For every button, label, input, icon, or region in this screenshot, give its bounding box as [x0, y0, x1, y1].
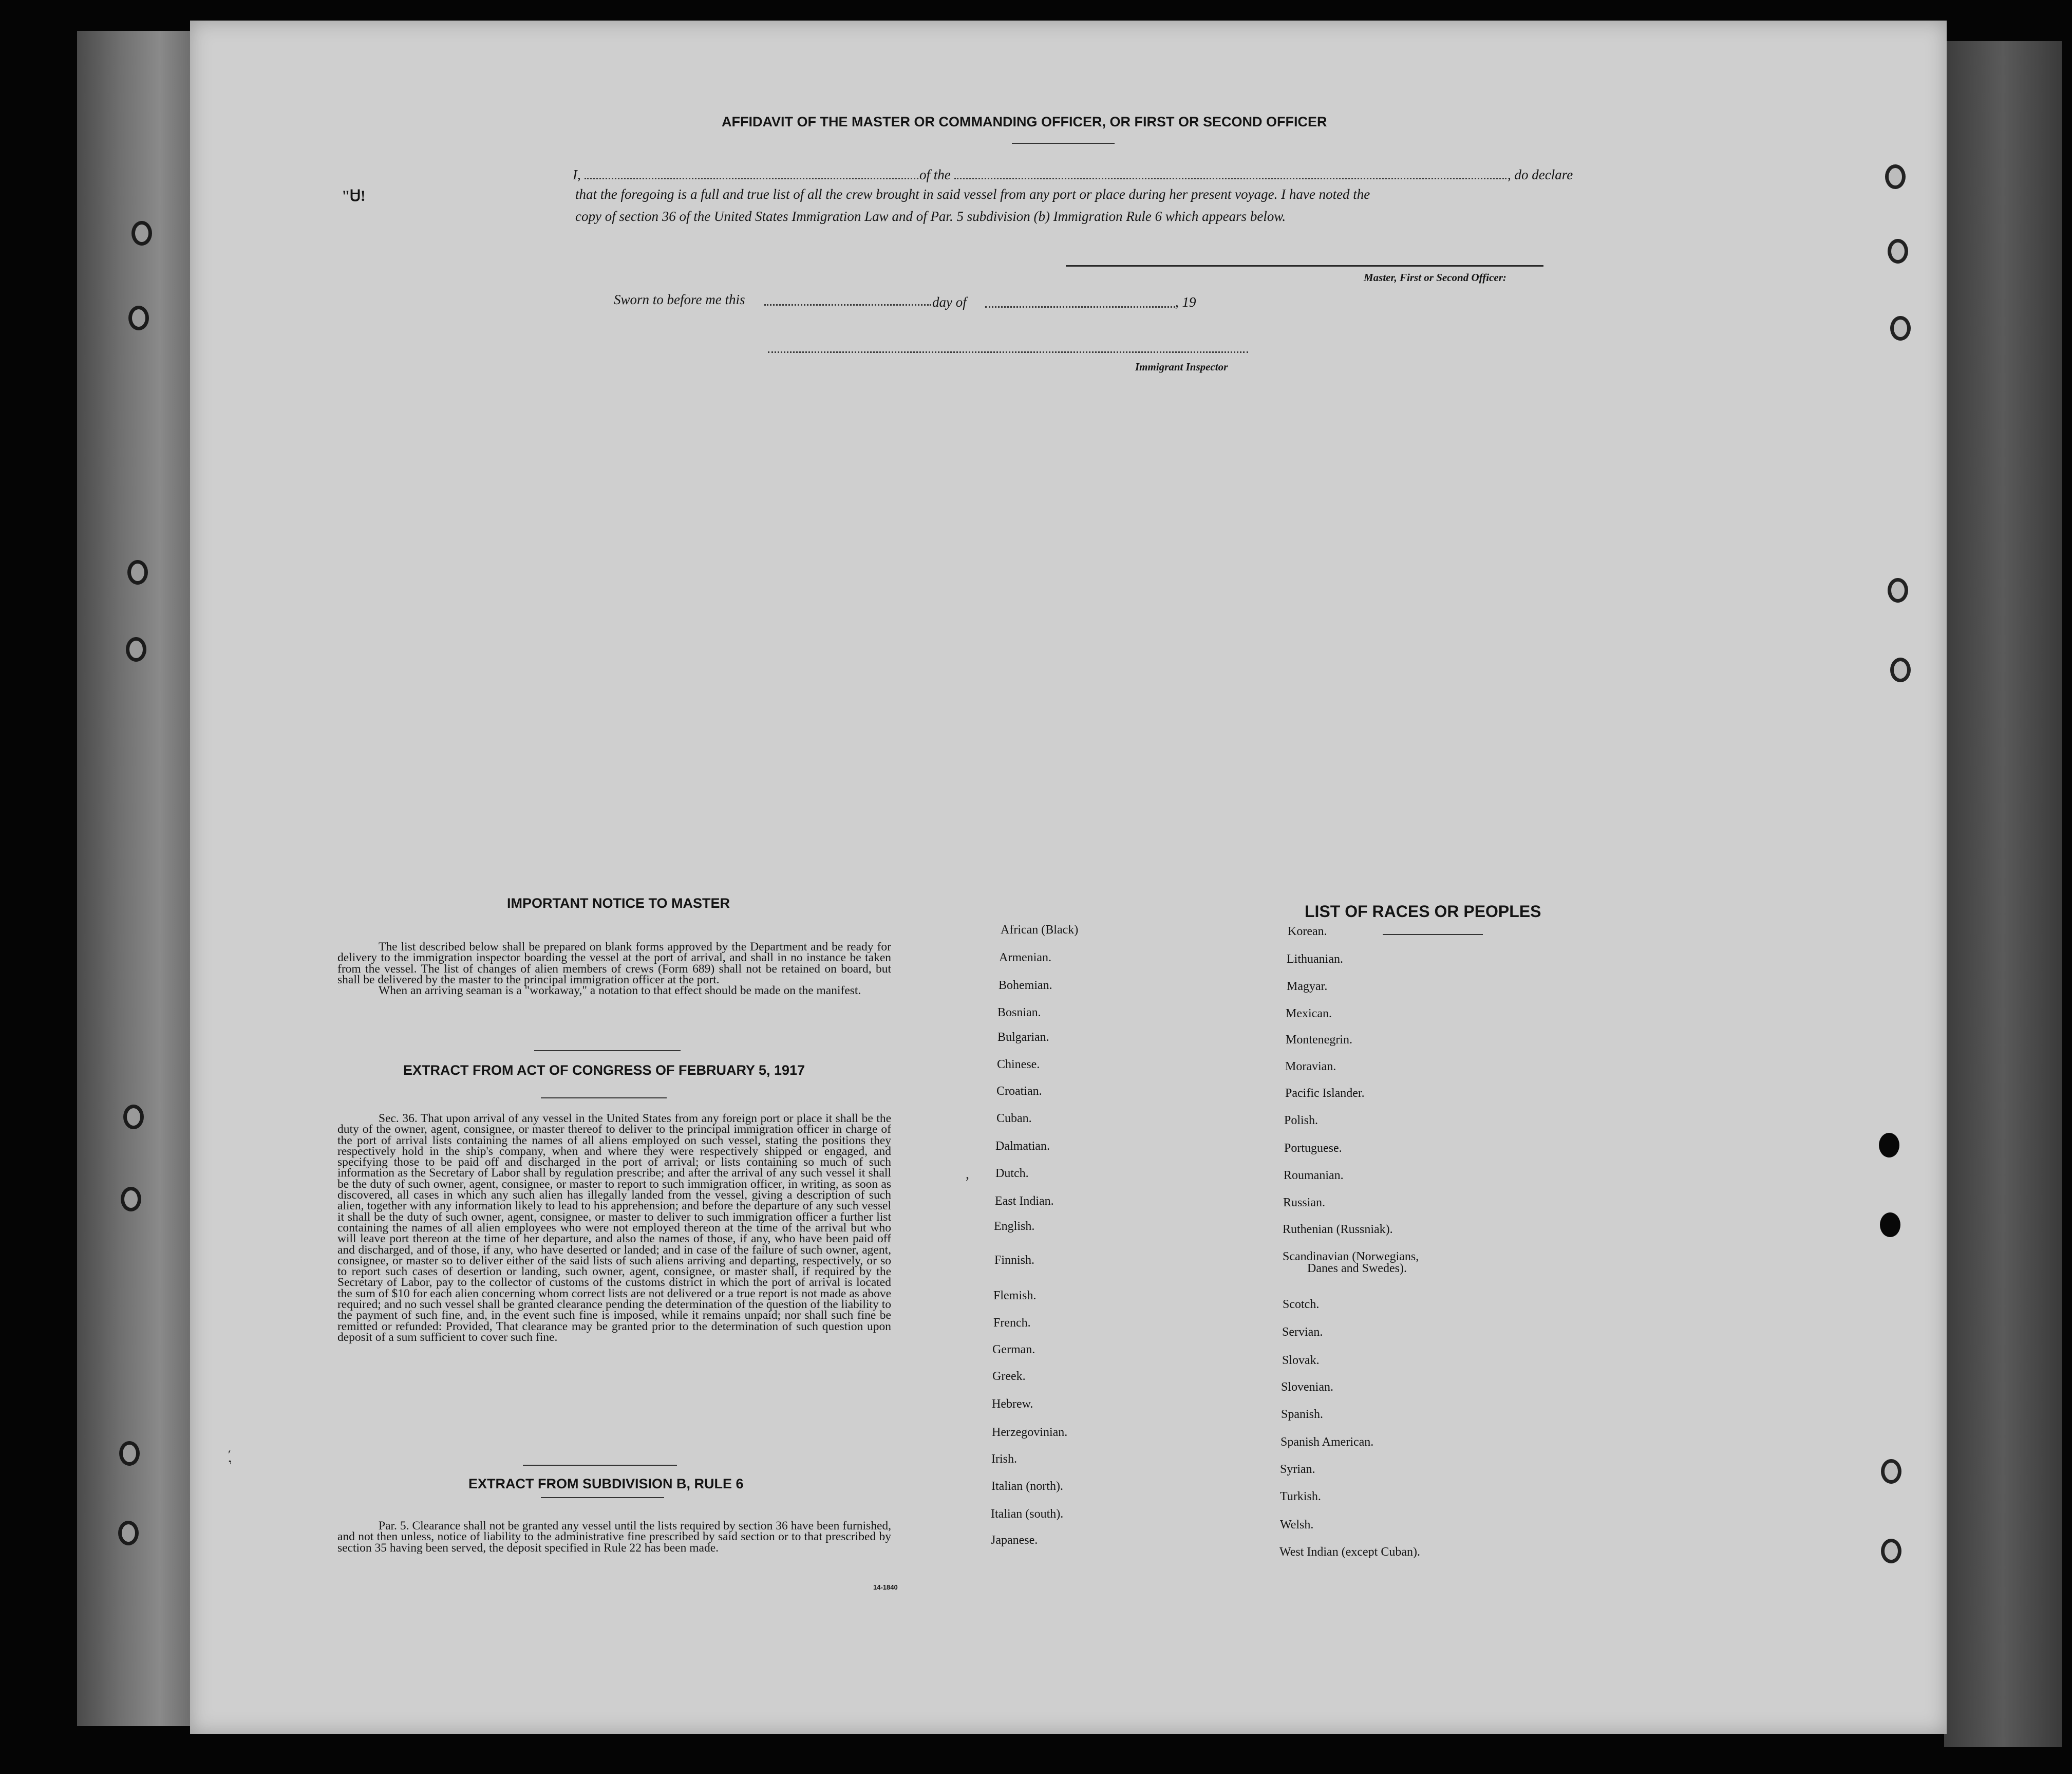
race-item: Lithuanian.: [1287, 953, 1343, 966]
race-item: Flemish.: [993, 1289, 1037, 1302]
race-item: English.: [994, 1220, 1035, 1233]
race-item: Polish.: [1284, 1114, 1318, 1127]
name-blank: [585, 178, 918, 179]
race-item: Mexican.: [1286, 1007, 1332, 1020]
notice-paragraph-2: When an arriving seaman is a "workaway," a notation to that effect should be made on the manifest.: [379, 984, 861, 998]
punch-hole: [119, 1441, 140, 1466]
race-item: Greek.: [992, 1370, 1026, 1383]
punch-hole: [127, 560, 148, 585]
punch-hole: [1888, 239, 1908, 264]
punch-hole: [1890, 316, 1911, 341]
race-item: African (Black): [1001, 923, 1079, 937]
race-item: Servian.: [1282, 1325, 1323, 1339]
race-item: Italian (north).: [991, 1480, 1063, 1493]
affidavit-title: AFFIDAVIT OF THE MASTER OR COMMANDING OFFICER, OR FIRST OR SECOND OFFICER: [722, 114, 1327, 129]
notice-title: IMPORTANT NOTICE TO MASTER: [507, 895, 730, 911]
year-text: , 19: [1175, 294, 1196, 310]
race-item: Scandinavian (Norwegians,: [1283, 1250, 1419, 1263]
race-item: Irish.: [991, 1452, 1017, 1466]
extract-act-title: EXTRACT FROM ACT OF CONGRESS OF FEBRUARY 5, 1917: [403, 1062, 805, 1078]
divider: [523, 1465, 677, 1466]
stray-mark: ,´: [222, 1448, 238, 1466]
race-item: Ruthenian (Russniak).: [1283, 1223, 1393, 1236]
binder-strip-right: [1944, 41, 2062, 1747]
races-title: LIST OF RACES OR PEOPLES: [1305, 902, 1541, 921]
race-item: Cuban.: [996, 1112, 1032, 1125]
sworn-text: Sworn to before me this: [614, 292, 745, 307]
race-item: German.: [992, 1343, 1035, 1356]
extract-rule-title: EXTRACT FROM SUBDIVISION B, RULE 6: [468, 1476, 744, 1491]
race-item: Dutch.: [995, 1167, 1029, 1180]
race-item: Moravian.: [1285, 1060, 1336, 1073]
divider: [541, 1497, 664, 1498]
race-item: Bulgarian.: [997, 1031, 1049, 1044]
race-item: Turkish.: [1280, 1490, 1321, 1503]
divider: [541, 1097, 667, 1098]
race-item: Bohemian.: [999, 979, 1052, 992]
race-item: Scotch.: [1283, 1298, 1320, 1311]
punch-hole: [1881, 1459, 1901, 1484]
inspector-signature-line: [768, 351, 1248, 353]
race-item: Hebrew.: [992, 1397, 1033, 1411]
punch-hole: [1879, 1133, 1899, 1157]
master-label: Master, First or Second Officer:: [1364, 271, 1506, 284]
race-item: Slovenian.: [1281, 1380, 1333, 1394]
divider: [1012, 143, 1115, 144]
race-item: Herzegovinian.: [992, 1426, 1068, 1439]
binder-strip-left: [77, 31, 195, 1726]
notice-paragraph-1: The list described below shall be prepared on blank forms approved by the Department and be ready for delivery to the immigration inspector boarding the vessel at the port of arrival, and shall in no instance be taken from the vessel. The list of changes of alien members of crews (Form 689) shall not be retained on board, but shall be delivered by the master to the principal immigration officer at the port.: [337, 940, 891, 986]
notice-body: [337, 942, 891, 996]
document-sheet: [190, 21, 1947, 1734]
affidavit-i: I,: [573, 167, 581, 182]
affidavit-line-2: that the foregoing is a full and true list of all the crew brought in said vessel from any port or place during her present voyage. I have noted the: [575, 186, 1370, 202]
race-item: Bosnian.: [997, 1006, 1041, 1019]
punch-hole: [1885, 164, 1906, 189]
race-item: Roumanian.: [1284, 1169, 1344, 1182]
affidavit-line-3: copy of section 36 of the United States Immigration Law and of Par. 5 subdivision (b) Immigration Rule 6 which appears below.: [575, 209, 1286, 224]
punch-hole: [128, 306, 149, 330]
punch-hole: [131, 221, 152, 246]
divider: [1383, 934, 1483, 935]
punch-hole: [1880, 1212, 1900, 1237]
master-signature-line: [1066, 265, 1543, 267]
punch-hole: [1890, 658, 1911, 682]
affidavit-declare: , do declare: [1508, 167, 1573, 182]
race-item: Russian.: [1283, 1196, 1326, 1209]
race-item: Syrian.: [1280, 1463, 1315, 1476]
race-item: Italian (south).: [991, 1507, 1064, 1521]
race-item: Armenian.: [999, 951, 1051, 964]
race-item: Spanish.: [1281, 1408, 1324, 1421]
margin-mark: "Ꮜ!: [342, 188, 366, 204]
punch-hole: [1888, 578, 1908, 603]
section-36-paragraph: Sec. 36. That upon arrival of any vessel in the United States from any foreign port or place it shall be the duty of the owner, agent, consignee, or master thereof to deliver to the principal immigration officer in charge of the port of arrival lists containing the names of all aliens employed on such vessel, stating the positions they respectively hold in the ship's company, when and where they were respectively shipped or engaged, and specifying those to be paid off and discharged in the port of arrival; or lists containing so much of such information as the Secretary of Labor shall by regulation prescribe; and after the arrival of any such vessel it shall be the duty of such owner, agent, consignee, or master to report to such immigration officer, in writing, as soon as discovered, all cases in which any such alien has illegally landed from the vessel, giving a description of such alien, together with any information likely to lead to his apprehension; and before the departure of any such vessel it shall be the duty of such owner, agent, consignee, or master to deliver to such immigration officer a further list containing the names of all alien employees who were not employed thereon at the time of the arrival but who will leave port thereon at the time of her departure, and also the names of those, if any, who have been paid off and discharged, and of those, if any, who have deserted or landed; and in case of the failure of such owner, agent, consignee, or master so to deliver either of the said lists of such aliens arriving and departing, respectively, or so to report such cases of desertion or landing, such owner, agent, consignee, or master shall, if required by the Secretary of Labor, pay to the collector of customs of the customs district in which the port of arrival is located the sum of $10 for each alien concerning whom correct lists are not delivered or a true report is not made as above required; and no such vessel shall be granted clearance pending the determination of the question of the liability to the payment of such fine, and, in the event such fine is imposed, while it remains unpaid; nor shall such fine be remitted or refunded: Provided, That clearance may be granted prior to the determination of such question upon deposit of a sum sufficient to cover such fine.: [337, 1112, 891, 1344]
month-blank: [985, 306, 1175, 308]
punch-hole: [123, 1105, 144, 1129]
punch-hole: [118, 1521, 139, 1545]
race-item: Portuguese.: [1284, 1142, 1342, 1155]
race-item: West Indian (except Cuban).: [1279, 1545, 1420, 1559]
race-item: East Indian.: [995, 1194, 1054, 1208]
race-item: Slovak.: [1282, 1354, 1320, 1367]
race-item: Montenegrin.: [1286, 1033, 1352, 1047]
inspector-label: Immigrant Inspector: [1135, 361, 1228, 373]
race-item: Japanese.: [991, 1534, 1038, 1547]
punch-hole: [121, 1187, 141, 1211]
race-item: Chinese.: [997, 1058, 1040, 1071]
rule-6-paragraph: Par. 5. Clearance shall not be granted any vessel until the lists required by section 36 have been furnished, and not then unless, notice of liability to the administrative fine prescribed by said section or to that prescribed by section 35 having been served, the deposit specified in Rule 22 has been made.: [337, 1519, 891, 1555]
race-item: Magyar.: [1287, 980, 1328, 993]
day-blank: [764, 304, 931, 306]
race-item: Finnish.: [994, 1254, 1035, 1267]
stray-mark: ,: [966, 1166, 969, 1182]
rule-6-text: [337, 1521, 891, 1554]
race-item: Welsh.: [1280, 1518, 1314, 1532]
affidavit-of-the: of the: [919, 167, 951, 182]
section-36-text: [337, 1113, 891, 1343]
race-item: Spanish American.: [1280, 1435, 1374, 1449]
form-number: 14-1840: [873, 1583, 898, 1591]
day-of-text: day of: [932, 294, 967, 310]
race-item: French.: [993, 1316, 1031, 1330]
race-item: Korean.: [1288, 925, 1327, 938]
race-item: Pacific Islander.: [1285, 1087, 1365, 1100]
punch-hole: [1881, 1539, 1901, 1563]
divider: [534, 1050, 681, 1051]
race-item: Croatian.: [996, 1085, 1042, 1098]
race-item: Dalmatian.: [995, 1140, 1050, 1153]
punch-hole: [126, 637, 146, 662]
vessel-blank: [954, 178, 1506, 179]
race-item: Danes and Swedes).: [1307, 1262, 1407, 1275]
